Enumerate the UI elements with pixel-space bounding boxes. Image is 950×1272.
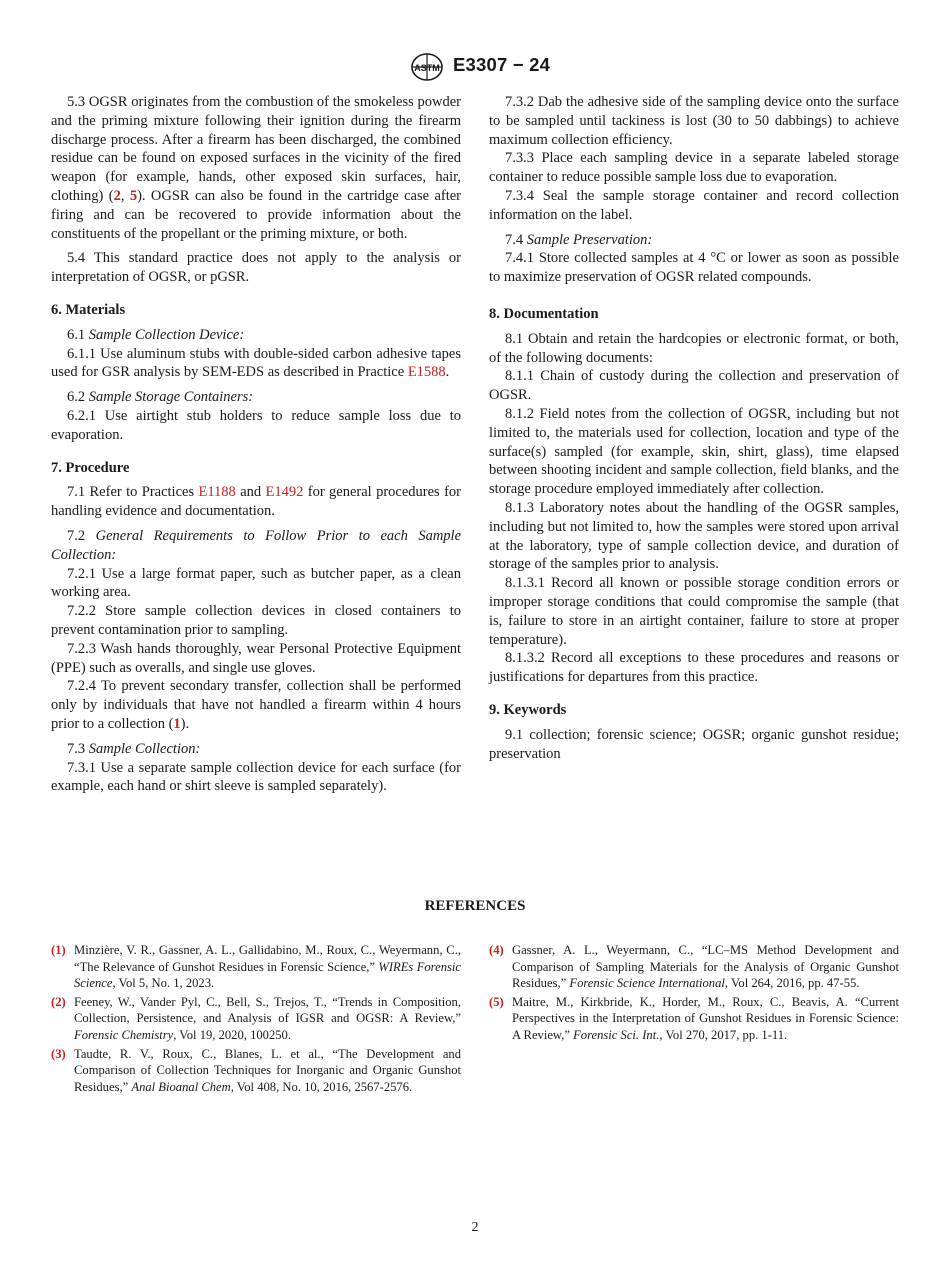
paragraph-7-3-1: 7.3.1 Use a separate sample collection device for each surface (for example, each hand or shirt sleeve is sampled separately).: [51, 759, 461, 795]
reference-item-3: (3) Taudte, R. V., Roux, C., Blanes, L. et al., “The Development and Comparison of Collection Techniques for Inorganic and Organic Gunshot Residues,” Anal Bioanal Chem, Vol 408, No. 10, 2016, 2567-2576.: [51, 1046, 461, 1094]
paragraph-6-1-1: 6.1.1 Use aluminum stubs with double-sided carbon adhesive tapes used for GSR analysis by SEM-EDS as described in Practice E1588.: [51, 345, 461, 381]
paragraph-7-3-4: 7.3.4 Seal the sample storage container and record collection information on the label.: [489, 187, 899, 223]
svg-text:ASTM: ASTM: [414, 63, 440, 73]
paragraph-7-2-3: 7.2.3 Wash hands thoroughly, wear Personal Protective Equipment (PPE) such as overalls, and single use gloves.: [51, 640, 461, 676]
paragraph-7-1: 7.1 Refer to Practices E1188 and E1492 for general procedures for handling evidence and documentation.: [51, 484, 461, 520]
section-heading-materials: 6. Materials: [51, 301, 126, 318]
right-column: [489, 93, 899, 763]
paragraph-8-1-3-1: 8.1.3.1 Record all known or possible storage condition errors or improper storage conditions that could compromise the sample (that is, failure to store in an airtight container, failure to store at proper temperature).: [489, 575, 899, 648]
paragraph-8-1-3: 8.1.3 Laboratory notes about the handling of the OGSR samples, including but not limited to, how the samples were stored upon arrival at the laboratory, type of sample collection device, and duration of storage of the samples prior to analysis.: [489, 499, 899, 573]
paragraph-6-2: 6.2 Sample Storage Containers:: [67, 389, 254, 406]
paragraph-6-2-1: 6.2.1 Use airtight stub holders to reduce sample loss due to evaporation.: [51, 407, 461, 443]
page-header: [0, 52, 950, 86]
section-heading-procedure: 7. Procedure: [51, 459, 130, 476]
page-number: 2: [471, 1220, 479, 1235]
link-e1588[interactable]: E1588: [407, 364, 446, 381]
paragraph-5-3: 5.3 OGSR originates from the combustion of the smokeless powder and the priming mixture following their ignition during the firearm discharge process. After a firearm has been discharged, the combined residue can be found on exposed surfaces in the vicinity of the fired weapon (for example, hands, other exposed skin surfaces, hair, clothing) (2, 5). OGSR can also be found in the cartridge case after firing and can be recovered to provide information about the constituents of the propellant or the priming mixture, or both.: [51, 94, 462, 242]
paragraph-7-4: 7.4 Sample Preservation:: [505, 231, 653, 248]
paragraph-7-2-2: 7.2.2 Store sample collection devices in closed containers to prevent contamination prior to sampling.: [51, 603, 461, 638]
references-right: [489, 942, 899, 1046]
paragraph-7-2-1: 7.2.1 Use a large format paper, such as butcher paper, as a clean working area.: [51, 565, 461, 601]
references-left: [51, 942, 461, 1097]
reference-item-2: (2) Feeney, W., Vander Pyl, C., Bell, S., Trejos, T., “Trends in Composition, Collection, Persistence, and Analysis of IGSR and OGSR: A Review,” Forensic Chemistry, Vol 19, 2020, 100250.: [51, 994, 461, 1042]
paragraph-8-1-2: 8.1.2 Field notes from the collection of OGSR, including but not limited to, the materials used for collection, location and type of the surface(s) sampled (for example, skin, shirt, glass), time elapsed between shooting incident and sample collection, field blanks, and the storage procedure employed immediately after collection.: [489, 405, 899, 498]
paragraph-7-3: 7.3 Sample Collection:: [67, 740, 201, 757]
astm-logo-icon: [409, 52, 445, 82]
paragraph-6-1: 6.1 Sample Collection Device:: [67, 326, 245, 343]
section-heading-documentation: 8. Documentation: [489, 305, 599, 322]
link-e1188[interactable]: E1188: [198, 484, 236, 501]
paragraph-8-1: 8.1 Obtain and retain the hardcopies or electronic format, or both, of the following documents:: [489, 330, 899, 366]
left-column: [51, 93, 461, 796]
paragraph-8-1-3-2: 8.1.3.2 Record all exceptions to these procedures and reasons or justifications for departures from this practice.: [489, 650, 899, 686]
paragraph-7-3-2: 7.3.2 Dab the adhesive side of the sampling device onto the surface to be sampled until tackiness is lost (30 to 50 dabbings) to achieve maximum collection efficiency.: [489, 94, 899, 148]
reference-item-1: (1) Minzière, V. R., Gassner, A. L., Gallidabino, M., Roux, C., Weyermann, C., “The Relevance of Gunshot Residues in Forensic Science,” WIREs Forensic Science, Vol 5, No. 1, 2023.: [51, 943, 461, 991]
paragraph-8-1-1: 8.1.1 Chain of custody during the collection and preservation of OGSR.: [489, 368, 899, 404]
references-heading: REFERENCES: [424, 898, 526, 914]
paragraph-7-3-3: 7.3.3 Place each sampling device in a separate labeled storage container to reduce possible sample loss due to evaporation.: [489, 150, 899, 186]
paragraph-7-2-4: 7.2.4 To prevent secondary transfer, collection shall be performed only by individuals that have not handled a firearm within 4 hours prior to a collection (1).: [51, 678, 461, 732]
ref-link-2[interactable]: 2: [113, 187, 121, 204]
ref-link-5[interactable]: 5: [129, 187, 138, 204]
link-e1492[interactable]: E1492: [265, 484, 304, 501]
paragraph-7-2: 7.2 General Requirements to Follow Prior to each Sample Collection:: [51, 527, 462, 563]
paragraph-7-4-1: 7.4.1 Store collected samples at 4 °C or lower as soon as possible to maximize preservation of OGSR related compounds.: [489, 250, 899, 286]
paragraph-9-1: 9.1 collection; forensic science; OGSR; organic gunshot residue; preservation: [489, 726, 899, 762]
document-designation: E3307 − 24: [453, 54, 551, 75]
ref-link-1[interactable]: 1: [173, 715, 181, 732]
section-heading-keywords: 9. Keywords: [489, 701, 567, 718]
reference-item-5: (5) Maitre, M., Kirkbride, K., Horder, M., Roux, C., Beavis, A. “Current Perspectives in the Interpretation of Gunshot Residues in Forensic Science: A Review,” Forensic Sci. Int., Vol 270, 2017, pp. 1-11.: [489, 994, 899, 1042]
reference-item-4: (4) Gassner, A. L., Weyermann, C., “LC–MS Method Development and Comparison of Sampling Materials for the Analysis of Organic Gunshot Residues,” Forensic Science International, Vol 264, 2016, pp. 47-55.: [489, 943, 899, 991]
paragraph-5-4: 5.4 This standard practice does not apply to the analysis or interpretation of OGSR, or pGSR.: [51, 250, 461, 286]
